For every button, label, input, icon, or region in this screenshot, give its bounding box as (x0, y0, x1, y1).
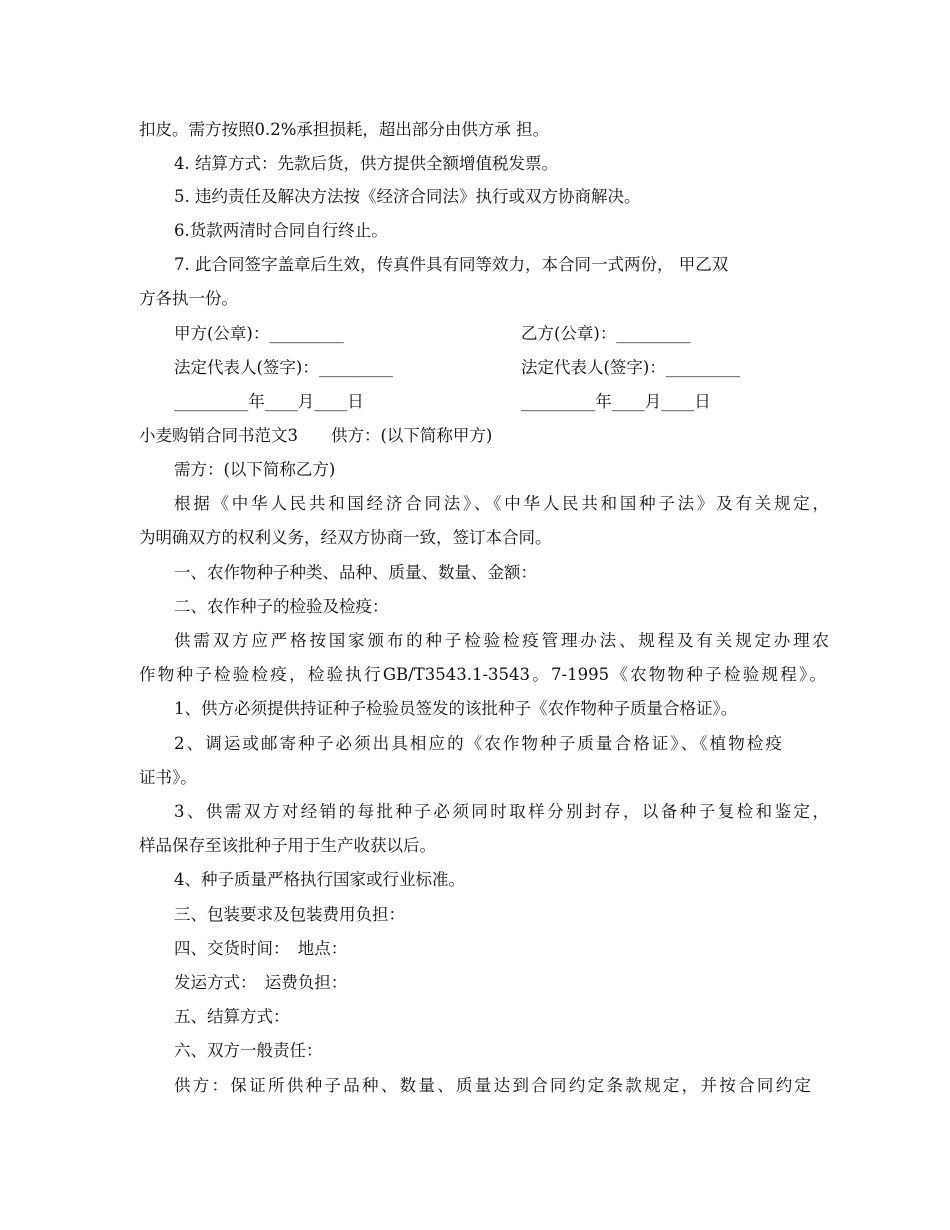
paragraph-line: 扣皮。需方按照0.2%承担损耗，超出部分由供方承 担。 (139, 120, 550, 139)
party-a-date: _________年____月____日 (174, 392, 364, 411)
party-b-date: _________年____月____日 (521, 392, 711, 411)
buyer-line: 需方：(以下简称乙方) (174, 460, 336, 479)
article-3-heading: 三、包装要求及包装费用负担： (174, 905, 405, 924)
inspection-line-1: 供需双方应严格按国家颁布的种子检验检疫管理办法、规程及有关规定办理农 (174, 631, 829, 650)
clause-4-settlement: 4. 结算方式：先款后货，供方提供全额增值税发票。 (174, 154, 558, 173)
clause-5-liability: 5. 违约责任及解决方法按《经济合同法》执行或双方协商解决。 (174, 187, 641, 206)
inspection-item-3-continuation: 样品保存至该批种子用于生产收获以后。 (139, 836, 436, 855)
supplier-duty-line: 供方：保证所供种子品种、数量、质量达到合同约定条款规定，并按合同约定 (174, 1076, 811, 1095)
article-5-heading: 五、结算方式： (174, 1007, 290, 1026)
inspection-line-2: 作物种子检验检疫，检验执行GB/T3543.1-3543。7-1995《农物物种子检验规程》。 (139, 665, 826, 684)
section-title-line: 小麦购销合同书范文3 供方：(以下简称甲方) (139, 426, 493, 445)
preamble-line-1: 根据《中华人民共和国经济合同法》、《中华人民共和国种子法》及有关规定， (174, 494, 829, 513)
inspection-item-2-continuation: 证书》。 (139, 768, 197, 787)
clause-7-continuation: 方各执一份。 (139, 289, 238, 308)
article-1-heading: 一、农作物种子种类、品种、质量、数量、金额： (174, 563, 537, 582)
clause-7-effect: 7. 此合同签字盖章后生效，传真件具有同等效力，本合同一式两份， 甲乙双 (174, 255, 729, 274)
inspection-item-2: 2、调运或邮寄种子必须出具相应的《农作物种子质量合格证》、《植物检疫 (174, 734, 782, 753)
party-b-representative: 法定代表人(签字)：_________ (521, 358, 741, 377)
party-a-representative: 法定代表人(签字)：_________ (174, 358, 394, 377)
article-6-heading: 六、双方一般责任： (174, 1041, 323, 1060)
clause-6-termination: 6.货款两清时合同自行终止。 (174, 221, 388, 240)
party-b-seal: 乙方(公章)：_________ (521, 324, 691, 343)
article-4-heading: 四、交货时间： 地点： (174, 939, 348, 958)
article-2-heading: 二、农作种子的检验及检疫： (174, 597, 389, 616)
preamble-line-2: 为明确双方的权利义务，经双方协商一致，签订本合同。 (139, 528, 552, 547)
party-a-seal: 甲方(公章)：_________ (174, 324, 344, 343)
inspection-item-1: 1、供方必须提供持证种子检验员签发的该批种子《农作物种子质量合格证》。 (174, 699, 738, 718)
inspection-item-4: 4、种子质量严格执行国家或行业标准。 (174, 870, 465, 889)
inspection-item-3: 3、供需双方对经销的每批种子必须同时取样分别封存，以备种子复检和鉴定， (174, 802, 829, 821)
shipping-line: 发运方式： 运费负担： (174, 973, 348, 992)
